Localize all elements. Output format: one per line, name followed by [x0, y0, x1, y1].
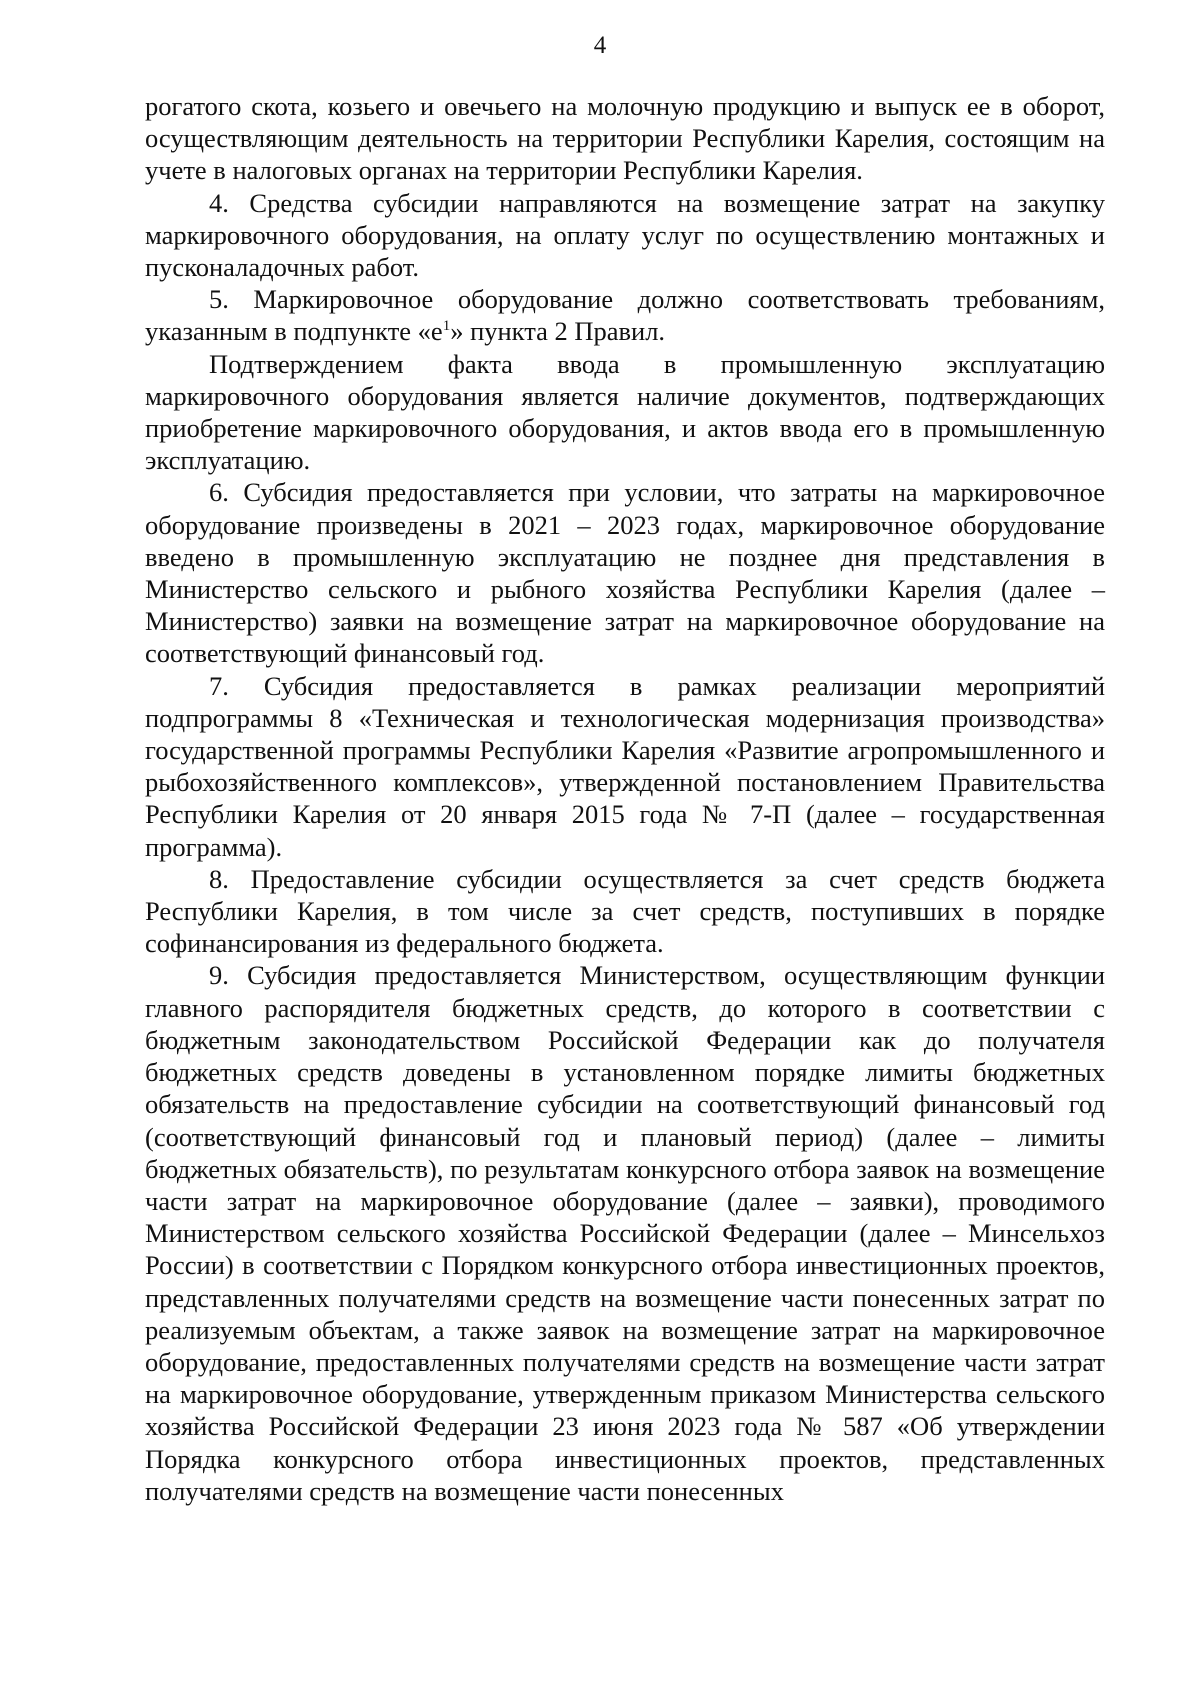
paragraph-item-8: 8. Предоставление субсидии осуществляется за счет средств бюджета Республики Карелия, в том числе за счет средств, поступивших в порядке софинансирования из федерального бюджета. — [145, 863, 1105, 959]
document-body — [145, 90, 1105, 1507]
paragraph-item-6: 6. Субсидия предоставляется при условии, что затраты на маркировочное оборудование произведены в 2021 – 2023 годах, маркировочное оборудование введено в промышленную эксплуатацию не позднее дня представления в Министерство сельского и рыбного хозяйства Республики Карелия (далее – Министерство) заявки на возмещение затрат на маркировочное оборудование на соответствующий финансовый год. — [145, 477, 1105, 669]
paragraph-item-9: 9. Субсидия предоставляется Министерством, осуществляющим функции главного распорядителя бюджетных средств, до которого в соответствии с бюджетным законодательством Российской Федерации как до получателя бюджетных средств доведены в установленном порядке лимиты бюджетных обязательств на предоставление субсидии на соответствующий финансовый год (соответствующий финансовый год и плановый период) (далее – лимиты бюджетных обязательств), по результатам конкурсного отбора заявок на возмещение части затрат на маркировочное оборудование (далее – заявки), проводимого Министерством сельского хозяйства Российской Федерации (далее – Минсельхоз России) в соответствии с Порядком конкурсного отбора инвестиционных проектов, представленных получателями средств на возмещение части понесенных затрат по реализуемым объектам, а также заявок на возмещение затрат на маркировочное оборудование, предоставленных получателями средств на возмещение части затрат на маркировочное оборудование, утвержденным приказом Министерства сельского хозяйства Российской Федерации 23 июня 2023 года № 587 «Об утверждении Порядка конкурсного отбора инвестиционных проектов, представленных получателями средств на возмещение части понесенных — [145, 960, 1105, 1506]
paragraph-confirmation: Подтверждением факта ввода в промышленную эксплуатацию маркировочного оборудования является наличие документов, подтверждающих приобретение маркировочного оборудования, и актов ввода его в промышленную эксплуатацию. — [145, 348, 1105, 476]
superscript-marker: 1 — [442, 318, 451, 335]
paragraph-item-4: 4. Средства субсидии направляются на возмещение затрат на закупку маркировочного оборудования, на оплату услуг по осуществлению монтажных и пусконаладочных работ. — [145, 187, 1105, 283]
paragraph-item-7: 7. Субсидия предоставляется в рамках реализации мероприятий подпрограммы 8 «Техническая и технологическая модернизация производства» государственной программы Республики Карелия «Развитие агропромышленного и рыбохозяйственного комплексов», утвержденной постановлением Правительства Республики Карелия от 20 января 2015 года № 7-П (далее – государственная программа). — [145, 670, 1105, 862]
paragraph-item-5 — [145, 283, 1105, 347]
page-number: 4 — [593, 32, 607, 59]
paragraph-item-5-text-before: 5. Маркировочное оборудование должно соответствовать требованиям, указанным в подпункте «е — [145, 284, 1105, 347]
paragraph-item-5-text-after: » пункта 2 Правил. — [450, 316, 666, 347]
paragraph-continuation: рогатого скота, козьего и овечьего на молочную продукцию и выпуск ее в оборот, осуществляющим деятельность на территории Республики Карелия, состоящим на учете в налоговых органах на территории Республики Карелия. — [145, 91, 1105, 186]
